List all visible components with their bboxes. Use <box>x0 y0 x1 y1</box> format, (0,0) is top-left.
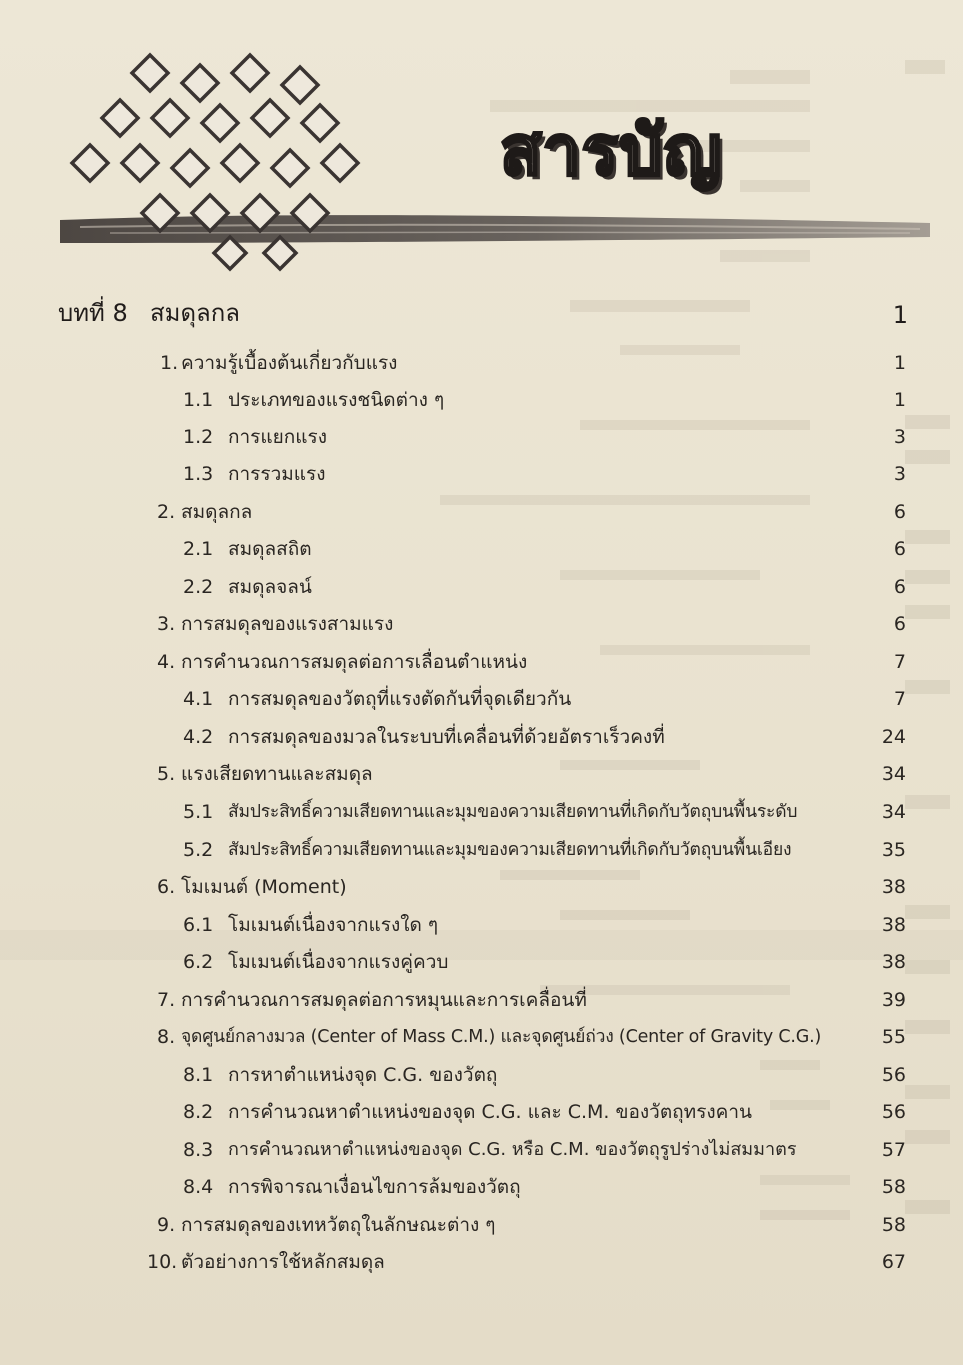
entry-title: โมเมนต์เนื่องจากแรงคู่ควบ <box>228 951 449 973</box>
entry-page: 1 <box>893 389 906 411</box>
toc-entry <box>0 1132 963 1168</box>
entry-number: 2.1 <box>183 538 214 560</box>
entry-title: การพิจารณาเงื่อนไขการล้มของวัตถุ <box>228 1176 521 1198</box>
entry-page: 56 <box>881 1101 906 1123</box>
entry-number: 6. <box>157 876 176 898</box>
header-decoration <box>50 45 940 285</box>
toc-entry <box>0 794 963 830</box>
toc-entry <box>0 869 963 905</box>
toc-entry <box>0 832 963 868</box>
entry-title: การสมดุลของวัตถุที่แรงตัดกันที่จุดเดียวกัน <box>228 688 572 710</box>
toc-entry <box>0 382 963 418</box>
entry-page: 38 <box>881 951 906 973</box>
entry-page: 34 <box>881 763 906 785</box>
entry-page: 7 <box>893 651 906 673</box>
entry-page: 6 <box>893 501 906 523</box>
toc-entry <box>0 681 963 717</box>
toc-entry <box>0 1244 963 1280</box>
entry-title: สัมประสิทธิ์ความเสียดทานและมุมของความเสียดทานที่เกิดกับวัตถุบนพื้นระดับ <box>228 802 798 822</box>
entry-page: 38 <box>881 914 906 936</box>
entry-number: 4.1 <box>183 688 214 710</box>
toc-entry <box>0 345 963 381</box>
toc-entry <box>0 456 963 492</box>
entry-page: 58 <box>881 1214 906 1236</box>
entry-title: สมดุลสถิต <box>228 538 312 560</box>
entry-number: 10. <box>147 1251 178 1273</box>
chapter-title: สมดุลกล <box>150 299 240 327</box>
entry-page: 3 <box>893 463 906 485</box>
entry-title: การแยกแรง <box>228 426 327 448</box>
entry-page: 39 <box>881 989 906 1011</box>
entry-title: ประเภทของแรงชนิดต่าง ๆ <box>228 389 445 411</box>
entry-page: 6 <box>893 613 906 635</box>
entry-title: การคำนวณการสมดุลต่อการเลื่อนตำแหน่ง <box>181 651 528 673</box>
entry-page: 55 <box>881 1026 906 1048</box>
entry-title: การคำนวณหาตำแหน่งของจุด C.G. และ C.M. ของวัตถุทรงคาน <box>228 1101 753 1123</box>
entry-number: 1. <box>160 352 179 374</box>
toc-entry <box>0 1207 963 1243</box>
entry-title: สมดุลกล <box>181 501 253 523</box>
entry-page: 24 <box>881 726 906 748</box>
entry-page: 1 <box>893 352 906 374</box>
entry-number: 8.2 <box>183 1101 214 1123</box>
entry-page: 7 <box>893 688 906 710</box>
toc-entry <box>0 719 963 755</box>
entry-number: 8.4 <box>183 1176 214 1198</box>
entry-number: 4. <box>157 651 176 673</box>
entry-page: 3 <box>893 426 906 448</box>
entry-title: ความรู้เบื้องต้นเกี่ยวกับแรง <box>181 352 398 374</box>
entry-page: 57 <box>881 1139 906 1161</box>
entry-title: การคำนวณการสมดุลต่อการหมุนและการเคลื่อนที่ <box>181 989 587 1011</box>
entry-title: การคำนวณหาตำแหน่งของจุด C.G. หรือ C.M. ของวัตถุรูปร่างไม่สมมาตร <box>228 1139 797 1160</box>
entry-number: 5.2 <box>183 839 214 861</box>
entry-number: 1.3 <box>183 463 214 485</box>
toc-entry <box>0 982 963 1018</box>
entry-number: 2. <box>157 501 176 523</box>
entry-title: การสมดุลของเทหวัตถุในลักษณะต่าง ๆ <box>181 1214 496 1236</box>
entry-number: 1.2 <box>183 426 214 448</box>
entry-number: 2.2 <box>183 576 214 598</box>
entry-page: 38 <box>881 876 906 898</box>
entry-number: 8. <box>157 1026 176 1048</box>
toc-entry <box>0 756 963 792</box>
entry-title: การหาตำแหน่งจุด C.G. ของวัตถุ <box>228 1064 498 1086</box>
entry-title: โมเมนต์เนื่องจากแรงใด ๆ <box>228 914 439 936</box>
entry-number: 5.1 <box>183 801 214 823</box>
toc-entry <box>0 419 963 455</box>
entry-number: 8.3 <box>183 1139 214 1161</box>
toc-entry <box>0 644 963 680</box>
entry-title: สมดุลจลน์ <box>228 576 312 598</box>
toc-entry <box>0 1169 963 1205</box>
entry-number: 9. <box>157 1214 176 1236</box>
entry-title: โมเมนต์ (Moment) <box>181 876 347 898</box>
entry-number: 1.1 <box>183 389 214 411</box>
entry-number: 5. <box>157 763 176 785</box>
entry-number: 6.1 <box>183 914 214 936</box>
page-title: สารบัญ <box>500 112 723 191</box>
toc-entry <box>0 1094 963 1130</box>
entry-page: 6 <box>893 576 906 598</box>
entry-title: จุดศูนย์กลางมวล (Center of Mass C.M.) และจุดศูนย์ถ่วง (Center of Gravity C.G.) <box>181 1027 822 1047</box>
entry-title: การสมดุลของมวลในระบบที่เคลื่อนที่ด้วยอัตราเร็วคงที่ <box>228 726 665 748</box>
entry-title: สัมประสิทธิ์ความเสียดทานและมุมของความเสียดทานที่เกิดกับวัตถุบนพื้นเอียง <box>228 840 792 860</box>
entry-title: ตัวอย่างการใช้หลักสมดุล <box>181 1251 385 1273</box>
toc-entry <box>0 531 963 567</box>
chapter-label: บทที่ 8 <box>58 299 128 327</box>
toc-entry <box>0 494 963 530</box>
toc-entry <box>0 944 963 980</box>
entry-number: 7. <box>157 989 176 1011</box>
toc-entry <box>0 606 963 642</box>
entry-page: 34 <box>881 801 906 823</box>
toc-entry <box>0 1019 963 1055</box>
entry-number: 8.1 <box>183 1064 214 1086</box>
entry-page: 6 <box>893 538 906 560</box>
chapter-heading <box>58 295 908 335</box>
toc-entry <box>0 1057 963 1093</box>
entry-title: การสมดุลของแรงสามแรง <box>181 613 394 635</box>
entry-page: 58 <box>881 1176 906 1198</box>
entry-page: 35 <box>881 839 906 861</box>
entry-number: 6.2 <box>183 951 214 973</box>
entry-title: การรวมแรง <box>228 463 326 485</box>
entry-title: แรงเสียดทานและสมดุล <box>181 763 373 785</box>
entry-number: 3. <box>157 613 176 635</box>
entry-page: 56 <box>881 1064 906 1086</box>
entry-number: 4.2 <box>183 726 214 748</box>
chapter-page-number: 1 <box>892 301 908 329</box>
entry-page: 67 <box>881 1251 906 1273</box>
toc-entry <box>0 907 963 943</box>
toc-entry <box>0 569 963 605</box>
